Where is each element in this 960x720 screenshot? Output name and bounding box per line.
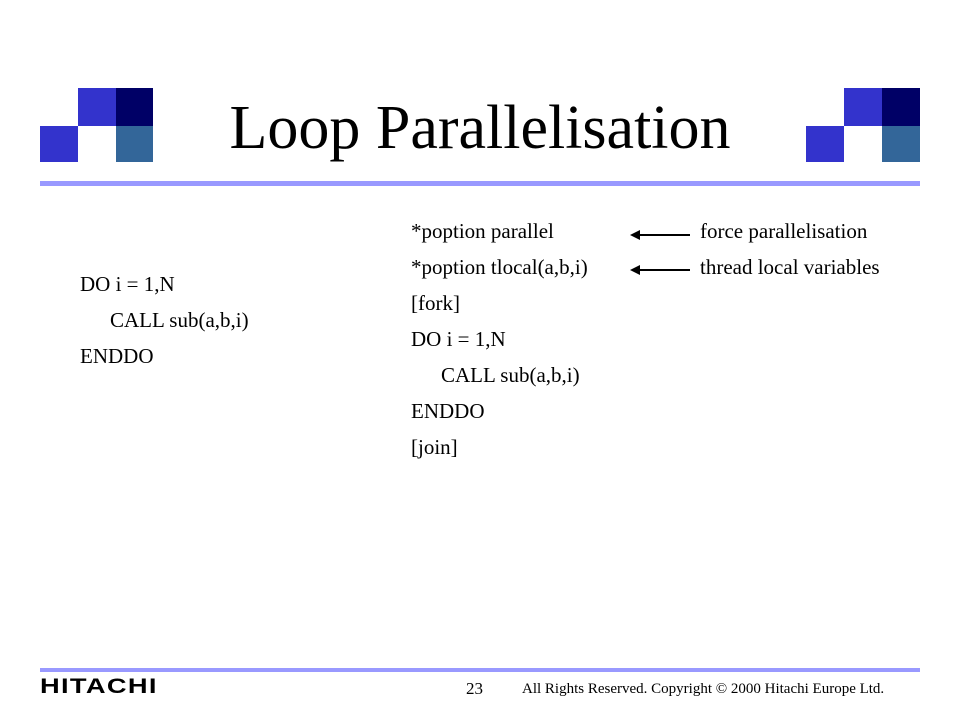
decor-square [78, 88, 116, 126]
code-line: ENDDO [411, 399, 485, 423]
decor-square [844, 88, 882, 126]
code-line: CALL sub(a,b,i) [441, 363, 580, 387]
arrow-left-icon [628, 225, 692, 245]
decor-square [116, 126, 153, 162]
decor-square [806, 126, 844, 162]
title-divider [40, 181, 920, 186]
code-line: ENDDO [80, 344, 154, 368]
page-number: 23 [466, 679, 483, 698]
annotation-force-parallelisation: force parallelisation [700, 219, 868, 243]
left-code-block [80, 266, 249, 374]
code-line: DO i = 1,N [80, 272, 175, 296]
code-line: [fork] [411, 291, 460, 315]
copyright-notice: All Rights Reserved. Copyright © 2000 Hitachi Europe Ltd. [522, 681, 885, 697]
annotation-thread-local-variables: thread local variables [700, 255, 880, 279]
code-line: CALL sub(a,b,i) [110, 308, 249, 332]
arrow-left-icon [628, 260, 692, 280]
decor-square [882, 126, 920, 162]
decor-square [116, 88, 153, 126]
code-line: DO i = 1,N [411, 327, 506, 351]
code-line: *poption tlocal(a,b,i) [411, 255, 588, 279]
code-line: [join] [411, 435, 458, 459]
code-line: *poption parallel [411, 219, 554, 243]
hitachi-logo: HITACHI [40, 675, 158, 698]
slide-title: Loop Parallelisation [229, 94, 731, 162]
footer-divider [40, 668, 920, 672]
right-code-block [411, 213, 588, 465]
decor-square [882, 88, 920, 126]
decor-square [40, 126, 78, 162]
